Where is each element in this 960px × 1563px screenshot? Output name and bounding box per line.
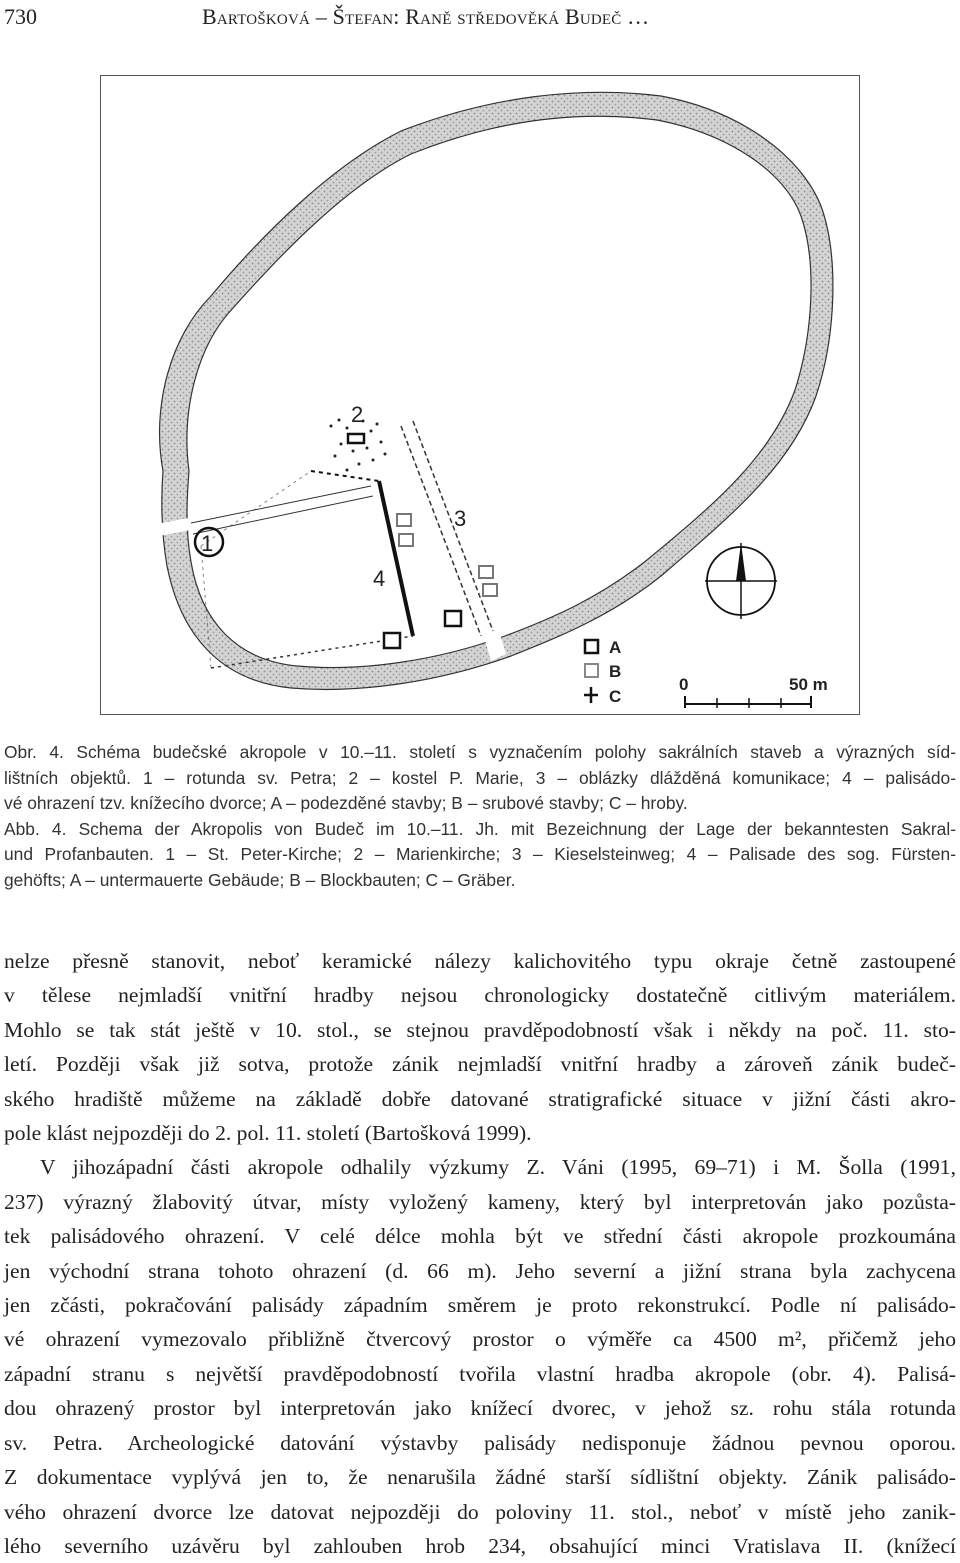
scale-bar [679,675,828,708]
running-head: Bartošková – Štefan: Raně středověká Budeč … [202,4,650,29]
caption-line: Abb. 4. Schema der Akropolis von Budeč im 10.–11. Jh. mit Bezeichnung der Lage der bekanntesten Sakral- [4,818,956,839]
body-line: lého severního uzávěru byl zahlouben hrob 234, obsahující minci Vratislava II. (knížecí [4,1533,956,1558]
body-line: tek palisádového ohrazení. V celé délce mohla být ve střední části akropole prozkoumána [4,1224,956,1249]
body-line: jen zčásti, pokračování palisády západním směrem je proto rekonstrukcí. Podle ní palisádo- [4,1293,956,1318]
north-arrow-icon [705,543,777,619]
label-path-3: 3 [454,506,467,531]
figure-acropolis-plan [100,75,860,715]
page-number: 730 [4,4,37,29]
body-line: Z dokumentace vyplývá jen to, že nenarušila žádné starší sídlištní objekty. Zánik palisádo- [4,1465,956,1490]
legend-b-label: B [609,662,622,681]
page-header [4,4,956,36]
body-line: 237) výrazný žlabovitý útvar, místy vyložený kameny, který byl interpretován jako pozůsta- [4,1189,956,1214]
scale-end-label: 50 m [789,675,828,694]
plan-drawing [101,76,861,716]
label-rotunda-1: 1 [201,531,214,556]
legend-a-label: A [609,638,622,657]
body-line: V jihozápadní části akropole odhalily výzkumy Z. Váni (1995, 69–71) i M. Šolla (1991, [40,1155,956,1180]
body-line: dou ohrazený prostor byl interpretován jako knížecí dvorec, v jehož sz. rohu stála rotunda [4,1396,956,1421]
label-church-2: 2 [351,402,364,427]
body-line: nelze přesně stanovit, neboť keramické nálezy kalichovitého typu okraje četně zastoupené [4,949,956,973]
body-line: Mohlo se tak stát ještě v 10. stol., se stejnou pravděpodobností však i někdy na poč. 11. sto- [4,1017,956,1042]
body-line: vého ohrazení dvorce lze datovat nejpozději do poloviny 11. stol., neboť v místě jeho zanik- [4,1499,956,1524]
scale-start-label: 0 [679,675,689,694]
caption-line: vé ohrazení tzv. knížecího dvorce; A – podezděné stavby; B – srubové stavby; C – hroby. [4,793,688,814]
legend-c-label: C [609,687,622,706]
body-line: sv. Petra. Archeologické datování výstavby palisády nedisponuje žádnou pevnou oporou. [4,1430,956,1455]
caption-line: lištních objektů. 1 – rotunda sv. Petra; 2 – kostel P. Marie, 3 – oblázky dlážděná komunikace; 4 – palisádo- [4,767,956,788]
body-line: jen východní strana tohoto ohrazení (d. 66 m). Jeho severní a jižní strana byla zachycena [4,1258,956,1283]
legend [584,638,621,706]
body-line: v tělese nejmladší vnitřní hradby nejsou chronologicky dostatečně citlivým materiálem. [4,983,956,1008]
body-line: pole klást nejpozději do 2. pol. 11. století (Bartošková 1999). [4,1121,532,1146]
body-line: vé ohrazení vymezovalo přibližně čtvercový prostor o výměře ca 4500 m², přičemž jeho [4,1327,956,1352]
body-text [4,944,956,1563]
body-line: západní stranu s největší pravděpodobností tvořila vlastní hradba akropole (obr. 4). Palisá- [4,1361,956,1386]
caption-line: Obr. 4. Schéma budečské akropole v 10.–11. století s vyznačením polohy sakrálních staveb a výrazných síd- [4,742,956,762]
label-palisade-4: 4 [373,566,386,591]
caption-line: und Profanbauten. 1 – St. Peter-Kirche; 2 – Marienkirche; 3 – Kieselsteinweg; 4 – Palisade des sog. Fürsten- [4,844,956,865]
caption-line: gehöfts; A – untermauerte Gebäude; B – Blockbauten; C – Gräber. [4,869,516,890]
body-line: letí. Později však již sotva, protože zánik nejmladší vnitřní hradby a zároveň zánik budeč- [4,1052,956,1077]
figure-caption [4,740,956,894]
body-line: ského hradiště můžeme na základě dobře datované stratigrafické situace v jižní části akro- [4,1086,956,1111]
